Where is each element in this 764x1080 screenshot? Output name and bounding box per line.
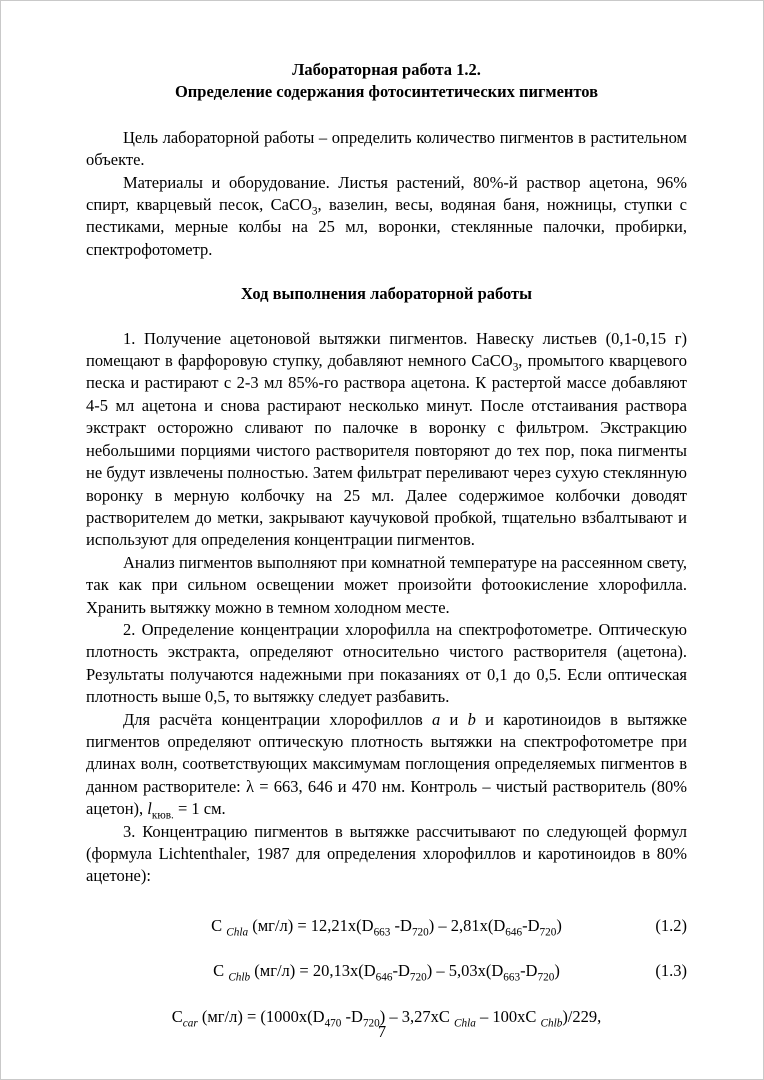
equation-carotenoids-expression: $С_{car}$ $(мг/л) = (1000х(D_{470}$ $-D_{720}) - 3,27хС$ $_{Chla}$ – 100хС $_{Chlb}$)/229, xyxy=(171,1006,602,1029)
page-number: 7 xyxy=(377,1021,387,1041)
paragraph-step3: 3. Концентрацию пигментов в вытяжке рассчитывают по следующей формул (формула Lichtenthaler, 1987 для определения хлорофиллов и каротиноидов в 80% ацетоне): xyxy=(86,821,687,886)
paragraph-goal: Цель лабораторной работы – определить количество пигментов в растительном объекте. xyxy=(86,127,687,170)
paragraph-analysis: Анализ пигментов выполняют при комнатной температуре на рассеянном свету, так как при сильном освещении может произойти фотоокисление хлорофилла. Хранить вытяжку можно в темном холодном месте. xyxy=(86,552,687,617)
title-line-1: Лабораторная работа 1.2. xyxy=(292,60,481,79)
paragraph-calculation: Для расчёта концентрации хлорофиллов a и b и каротиноидов в вытяжке пигментов определяют оптическую плотность вытяжки на спектрофотометре при длинах волн, соответствующих максимумам поглощения определяемых пигментов в данном растворителе: λ = 663, 646 и 470 нм. Контроль – чистый растворитель (80% ацетон), $l_{кюв.} = 1$ см. xyxy=(86,709,687,822)
paragraph-step1: 1. Получение ацетоновой вытяжки пигментов. Навеску листьев (0,1-0,15 г) помещают в фарфоровую ступку, добавляют немного CaCO$_3$, промытого кварцевого песка и растирают с 2-3 мл 85%-го раствора ацетона. К растертой массе добавляют 4-5 мл ацетона и снова растирают несколько минут. После отстаивания раствора экстракт осторожно сливают по палочке в воронку с фильтром. Экстракцию небольшими порциями чистого растворителя повторяют до тех пор, пока пигменты не будут извлечены полностью. Затем фильтрат переливают через сухую стеклянную воронку в мерную колбочку на 25 мл. Далее содержимое колбочки доводят растворителем до метки, закрывают каучуковой пробкой, тщательно взбалтывают и используют для определения концентрации пигментов. xyxy=(86,328,687,550)
equation-1-3 xyxy=(86,960,687,982)
equation-1-3-number: (1.3) xyxy=(655,961,687,981)
title-line-2: Определение содержания фотосинтетических пигментов xyxy=(174,82,599,102)
paragraph-step2: 2. Определение концентрации хлорофилла на спектрофотометре. Оптическую плотность экстракта, определяют относительно чистого растворителя (ацетона). Результаты получаются надежными при показаниях от 0,1 до 0,5. Если оптическая плотность выше 0,5, то вытяжку следует разбавить. xyxy=(86,619,687,707)
equation-1-3-expression: С $_{Chlb}$ $(мг/л) = 20,13х(D_{646}-D_{720}) - 5,03х(D_{663}-D_{720})$ xyxy=(213,961,560,984)
document-title xyxy=(86,59,687,104)
section-heading: Ход выполнения лабораторной работы xyxy=(240,284,533,304)
equation-1-2-number: (1.2) xyxy=(655,915,687,935)
equation-1-2 xyxy=(86,915,687,937)
paragraph-materials: Материалы и оборудование. Листья растений, 80%-й раствор ацетона, 96% спирт, кварцевый песок, CaCO$_3$, вазелин, весы, водяная баня, ножницы, ступки с пестиками, мерные колбы на 25 мл, воронки, стеклянные палочки, пробирки, спектрофотометр. xyxy=(86,172,688,259)
equation-1-2-expression: С $_{Chla}$ $(мг/л) = 12,21х(D_{663}$ $-D_{720}) - 2,81х(D_{646}-D_{720})$ xyxy=(211,915,562,939)
